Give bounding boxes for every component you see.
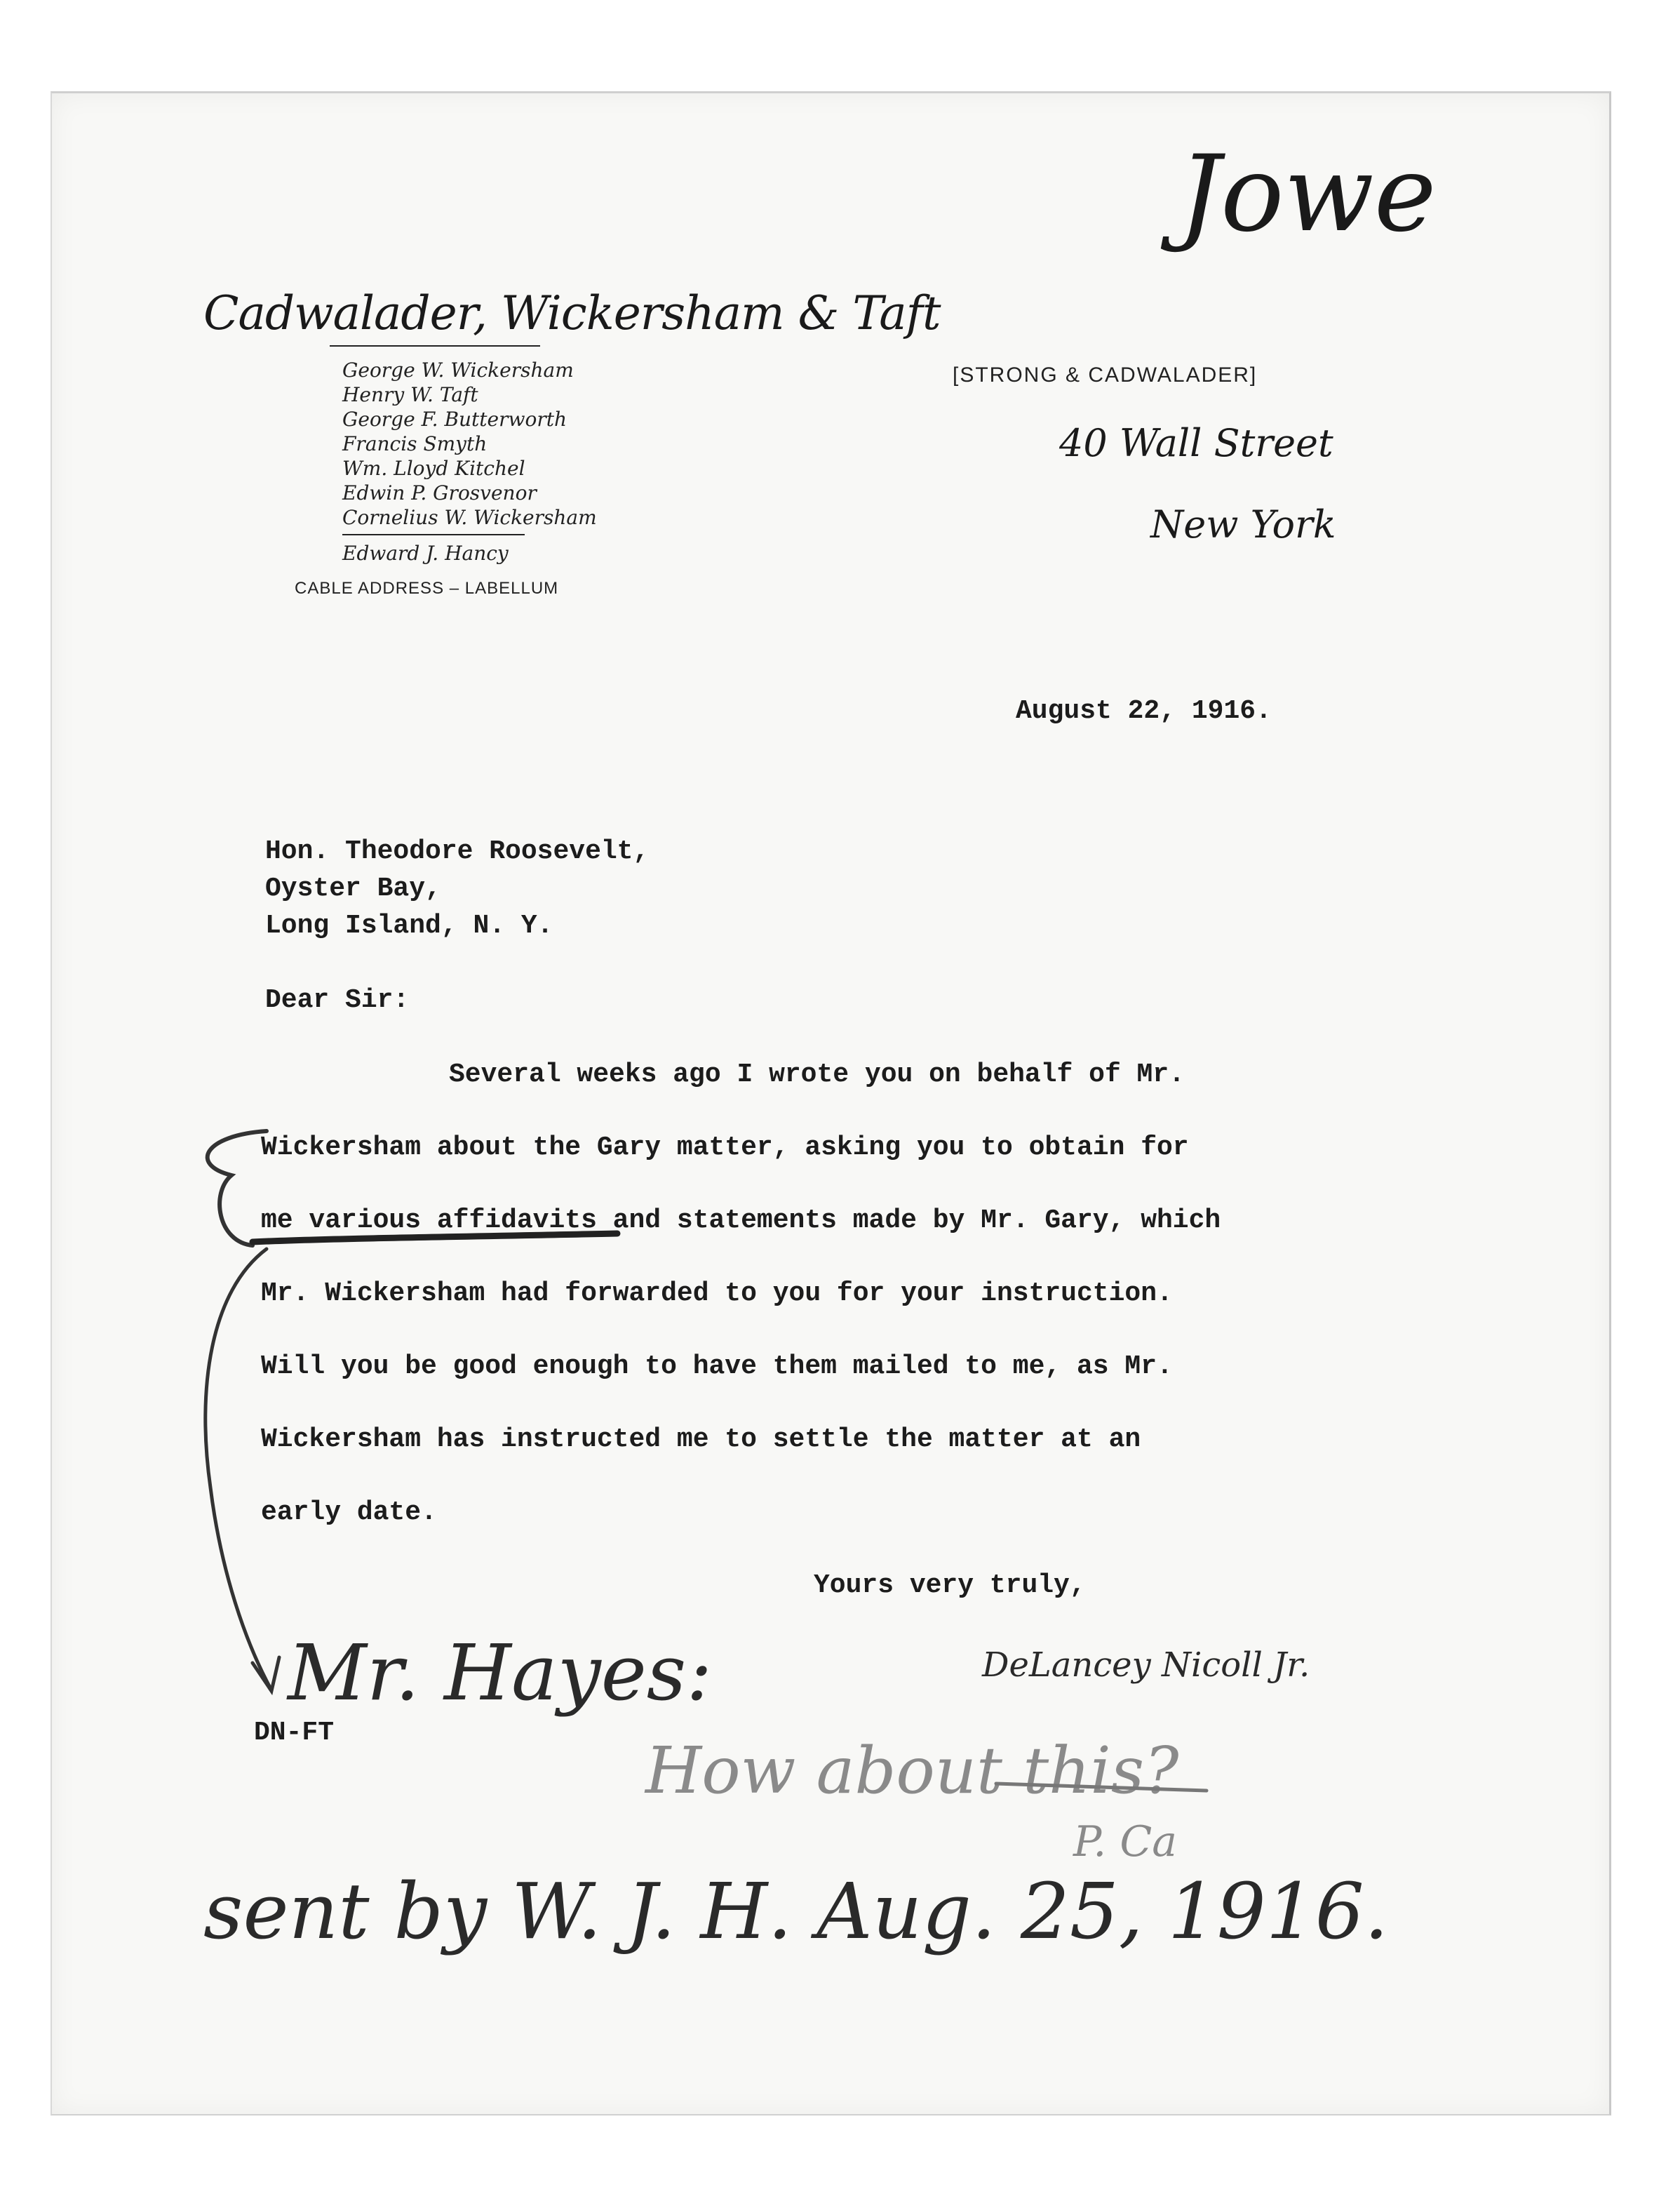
arrow-line: [206, 1249, 270, 1687]
closing: Yours very truly,: [814, 1570, 1086, 1600]
city: New York: [1150, 502, 1336, 547]
signature: DeLancey Nicoll Jr.: [982, 1645, 1310, 1685]
body-line: Several weeks ago I wrote you on behalf of Mr.: [449, 1059, 1185, 1090]
recipient-line: Long Island, N. Y.: [265, 911, 553, 941]
partner-name: Henry W. Taft: [342, 383, 478, 406]
partner-name: Wm. Lloyd Kitchel: [342, 457, 525, 480]
partner-name: Edwin P. Grosvenor: [342, 481, 537, 504]
street-address: 40 Wall Street: [1059, 421, 1333, 465]
body-line: me various affidavits and statements made by Mr. Gary, which: [261, 1205, 1221, 1236]
bracket-mark: [208, 1131, 267, 1245]
reviewer-initials: P. Ca: [1073, 1817, 1178, 1866]
partner-name: Edward J. Hancy: [342, 542, 509, 565]
body-line: early date.: [261, 1497, 437, 1528]
partner-name: Cornelius W. Wickersham: [342, 506, 597, 529]
salutation: Dear Sir:: [265, 985, 410, 1015]
body-line: Mr. Wickersham had forwarded to you for your instruction.: [261, 1278, 1173, 1309]
firm-name: Cadwalader, Wickersham & Taft: [203, 286, 941, 340]
partner-name: Francis Smyth: [342, 432, 488, 455]
question-note: How about this?: [645, 1733, 1179, 1808]
underline-mark: [253, 1234, 617, 1242]
body-line: Will you be good enough to have them mailed to me, as Mr.: [261, 1351, 1173, 1382]
body-line: Wickersham has instructed me to settle the matter at an: [261, 1424, 1141, 1455]
typist-initials: DN-FT: [254, 1718, 335, 1748]
partner-name: George W. Wickersham: [342, 359, 574, 382]
cable-address: CABLE ADDRESS – LABELLUM: [295, 579, 559, 598]
strike-mark: [996, 1784, 1207, 1791]
partner-name: George F. Butterworth: [342, 408, 567, 431]
letter-date: August 22, 1916.: [1016, 696, 1272, 726]
file-annotation: Jowe: [1178, 133, 1437, 255]
recipient-line: Oyster Bay,: [265, 874, 441, 904]
body-line: Wickersham about the Gary matter, asking you to obtain for: [261, 1132, 1189, 1163]
sent-note: sent by W. J. H. Aug. 25, 1916.: [203, 1866, 1389, 1956]
note-to-hayes: Mr. Hayes:: [288, 1628, 713, 1718]
recipient-line: Hon. Theodore Roosevelt,: [265, 836, 650, 867]
predecessor-firm: [STRONG & CADWALADER]: [953, 363, 1258, 387]
